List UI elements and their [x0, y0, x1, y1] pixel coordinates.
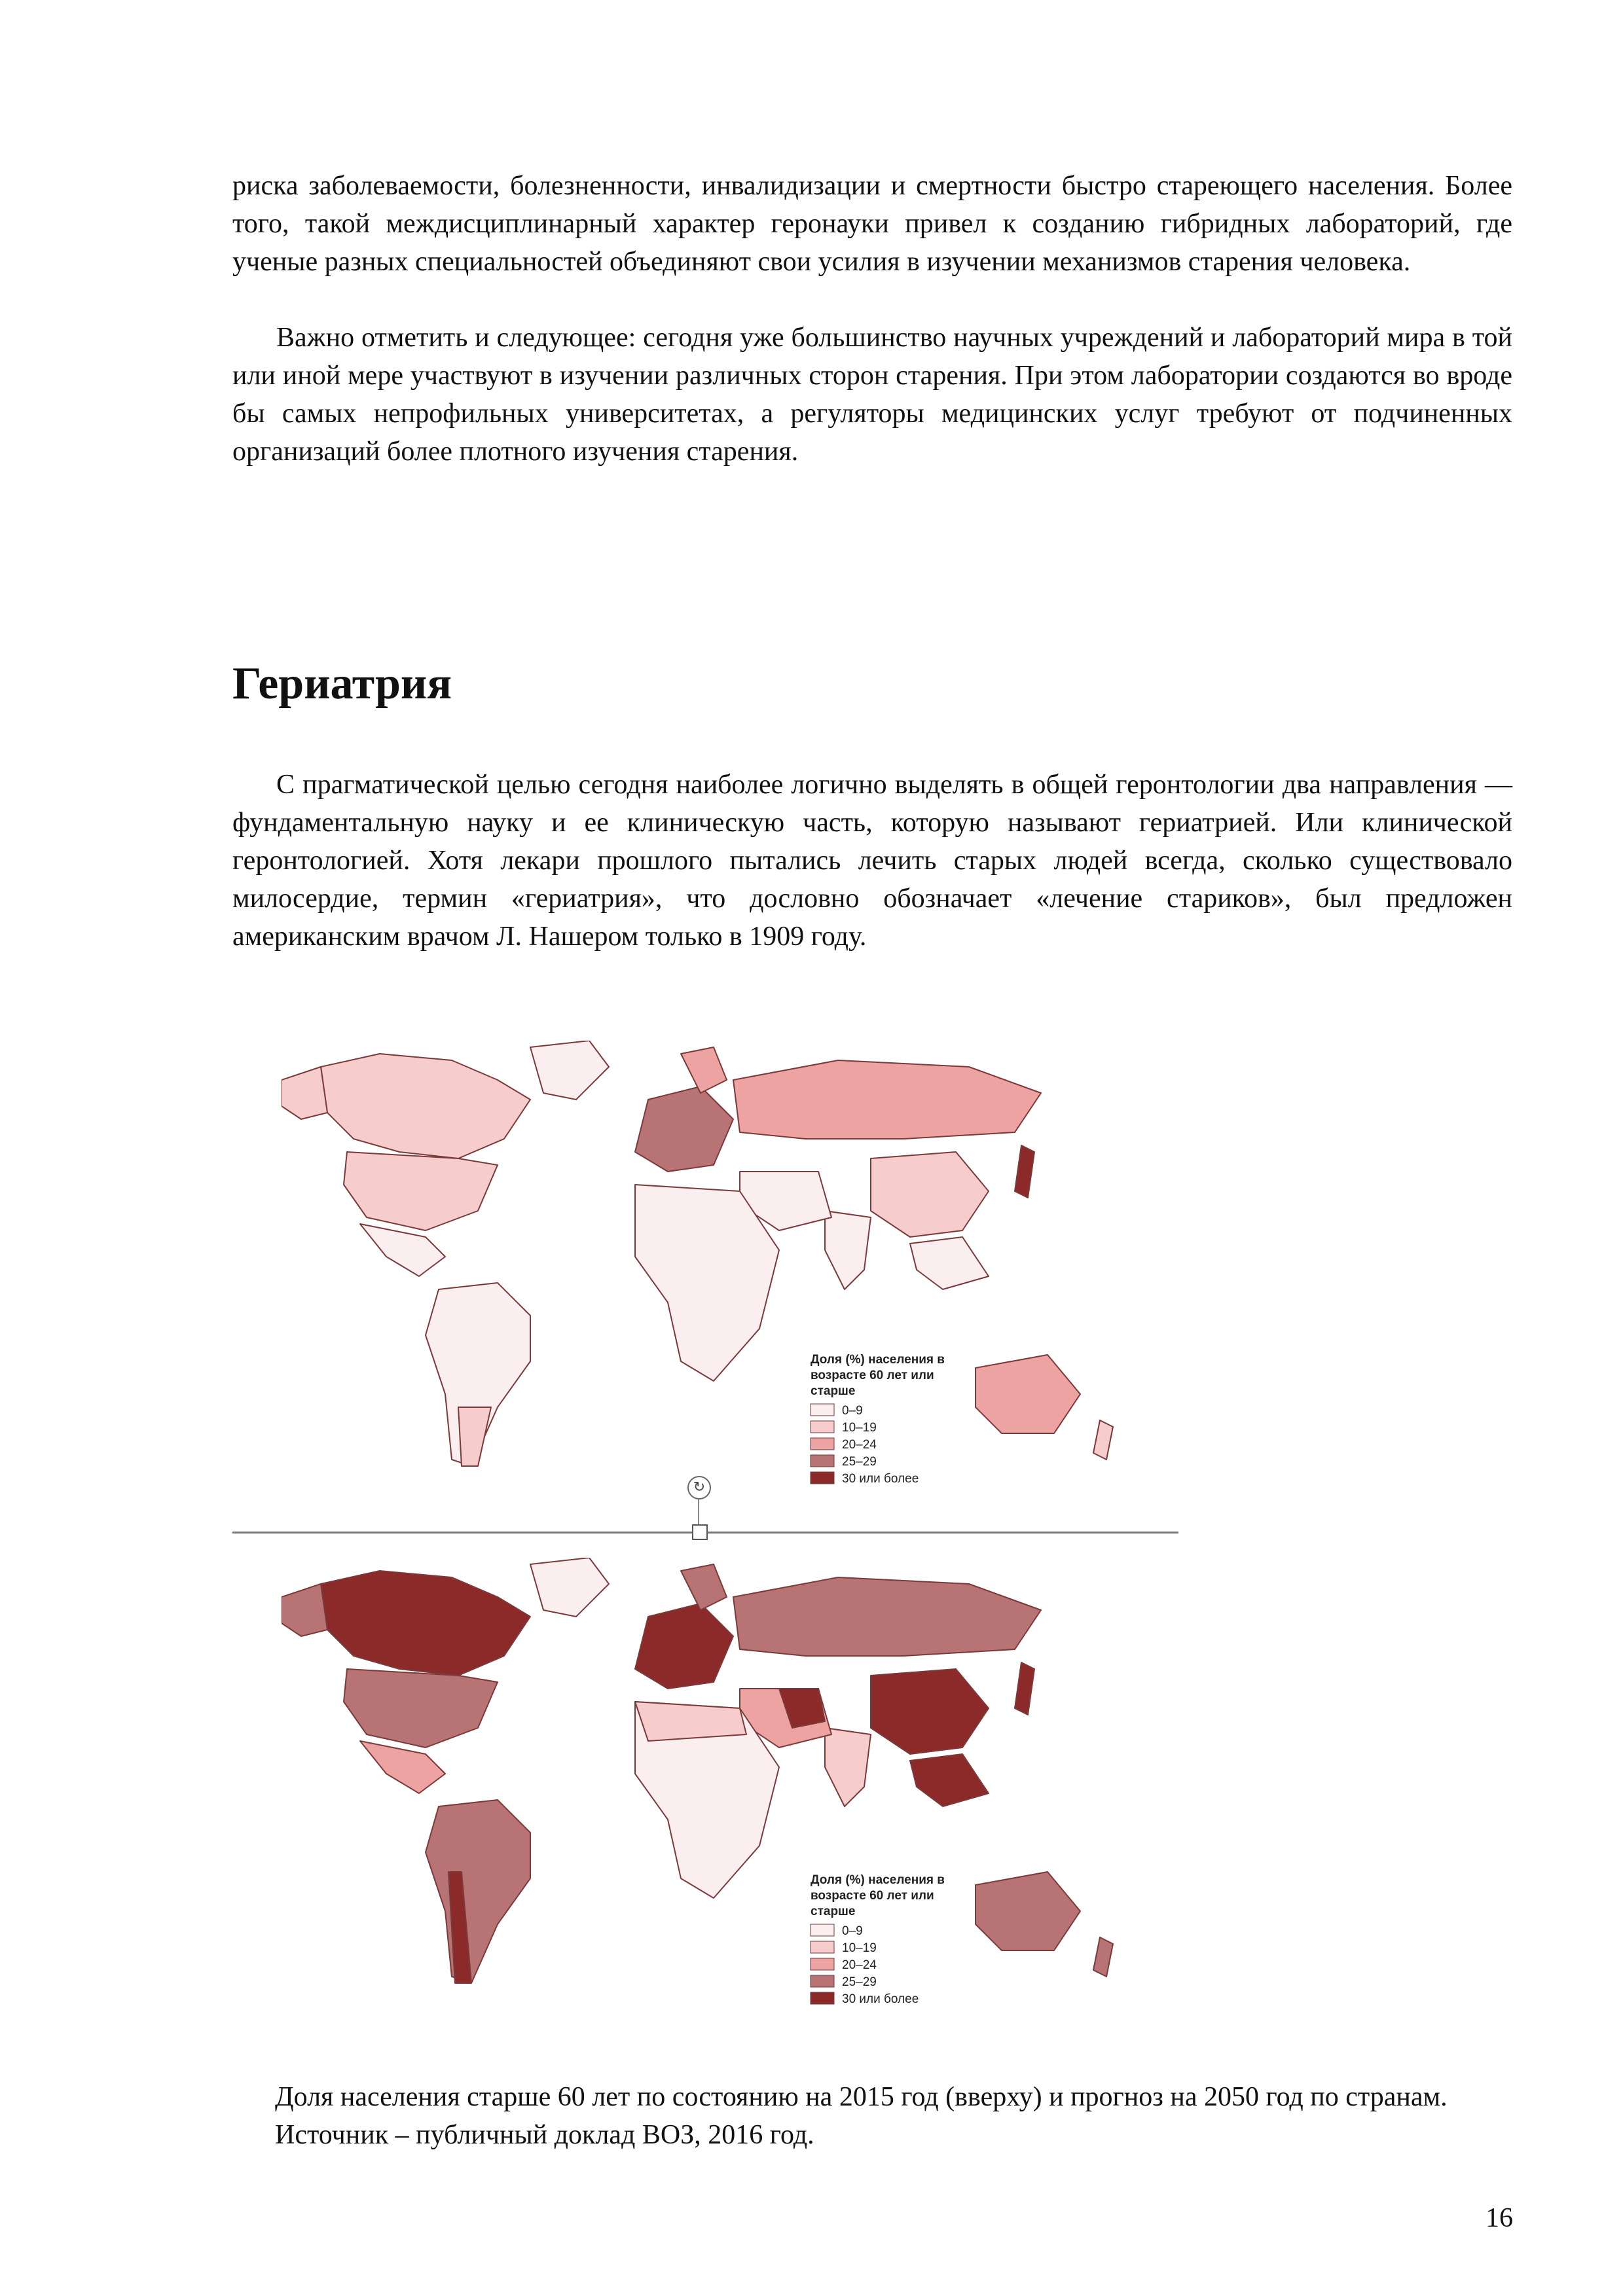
map-china: [871, 1669, 989, 1754]
map-southeast-asia: [910, 1754, 989, 1806]
legend-label-4: 30 или более: [842, 1472, 919, 1486]
map-australia: [976, 1872, 1080, 1950]
paragraph-2: Важно отметить и следующее: сегодня уже большинство научных учреждений и лабораторий мира в той или иной мере участвуют в изучении различных сторон старения. При этом лаборатории создаются во вроде бы самых непрофильных университетах, а регуляторы медицинских услуг требуют от подчиненных организаций более плотного изучения старения.: [232, 323, 1512, 467]
map-china: [871, 1152, 989, 1237]
map-alaska: [282, 1584, 327, 1636]
legend-label-3: 25–29: [842, 1455, 877, 1469]
map-2015-legend: [811, 1353, 945, 1486]
section-heading: Гериатрия: [232, 658, 452, 709]
map-india: [825, 1728, 871, 1806]
map-mexico: [360, 1224, 445, 1276]
world-map-2050: [282, 1558, 1152, 2029]
paragraph-1: риска заболеваемости, болезненности, инвалидизации и смертности быстро стареющего населения. Более того, такой междисциплинарный характер геронауки привел к созданию гибридных лабораторий, где ученые разных специальностей объединяют свои усилия в изучении механизмов старения человека.: [232, 171, 1512, 277]
world-map-2015-svg: [282, 1041, 1152, 1525]
map-europe: [635, 1086, 733, 1172]
legend-label-1: 10–19: [842, 1941, 877, 1955]
legend-title-line: Доля (%) населения в возрасте 60 лет или старше: [811, 1353, 945, 1398]
map-2050-legend: [811, 1873, 945, 2006]
map-mexico: [360, 1741, 445, 1793]
legend-label-0: 0–9: [842, 1404, 863, 1418]
legend-label-2: 20–24: [842, 1438, 877, 1452]
legend-label-1: 10–19: [842, 1421, 877, 1435]
map-russia: [733, 1577, 1041, 1656]
map-scandinavia: [681, 1047, 727, 1093]
map-australia: [976, 1355, 1080, 1433]
map-russia: [733, 1060, 1041, 1139]
legend-title-line: Доля (%) населения в возрасте 60 лет или старше: [811, 1873, 945, 1918]
map-usa: [344, 1669, 498, 1748]
paragraph-3: С прагматической целью сегодня наиболее логично выделять в общей геронтологии два направления — фундаментальную науку и ее клиническую часть, которую называют гериатрией. Или клинической геронтологией. Хотя лекари прошлого пытались лечить старых людей всегда, сколько существовало милосердие, термин «гериатрия», что дословно обозначает «лечение стариков», был предложен американским врачом Л. Нашером только в 1909 году.: [232, 770, 1512, 952]
map-japan: [1015, 1145, 1034, 1198]
page-number: 16: [1486, 2203, 1513, 2233]
map-canada: [321, 1054, 530, 1158]
map-canada: [321, 1571, 530, 1676]
map-argentina: [458, 1407, 491, 1466]
figure-caption: Доля населения старше 60 лет по состоянию на 2015 год (вверху) и прогноз на 2050 год по странам. Источник – публичный доклад ВОЗ, 2016 год.: [275, 2082, 1448, 2150]
legend-label-0: 0–9: [842, 1924, 863, 1938]
map-alaska: [282, 1067, 327, 1119]
legend-label-2: 20–24: [842, 1958, 877, 1972]
map-south-america: [426, 1800, 530, 1983]
map-new-zealand: [1093, 1420, 1113, 1460]
world-map-2015: [282, 1041, 1152, 1525]
rotate-handle-stem: [698, 1499, 699, 1524]
map-usa: [344, 1152, 498, 1230]
map-japan: [1015, 1662, 1034, 1715]
map-new-zealand: [1093, 1937, 1113, 1977]
legend-label-3: 25–29: [842, 1975, 877, 1989]
map-europe: [635, 1604, 733, 1689]
map-southeast-asia: [910, 1237, 989, 1289]
map-greenland: [530, 1558, 609, 1617]
legend-label-4: 30 или более: [842, 1992, 919, 2006]
map-india: [825, 1211, 871, 1289]
rotate-icon[interactable]: ↻: [687, 1476, 711, 1499]
map-north-africa: [635, 1702, 746, 1741]
map-scandinavia: [681, 1564, 727, 1610]
map-greenland: [530, 1041, 609, 1100]
world-map-2050-svg: [282, 1558, 1152, 2029]
resize-handle[interactable]: [692, 1524, 708, 1540]
